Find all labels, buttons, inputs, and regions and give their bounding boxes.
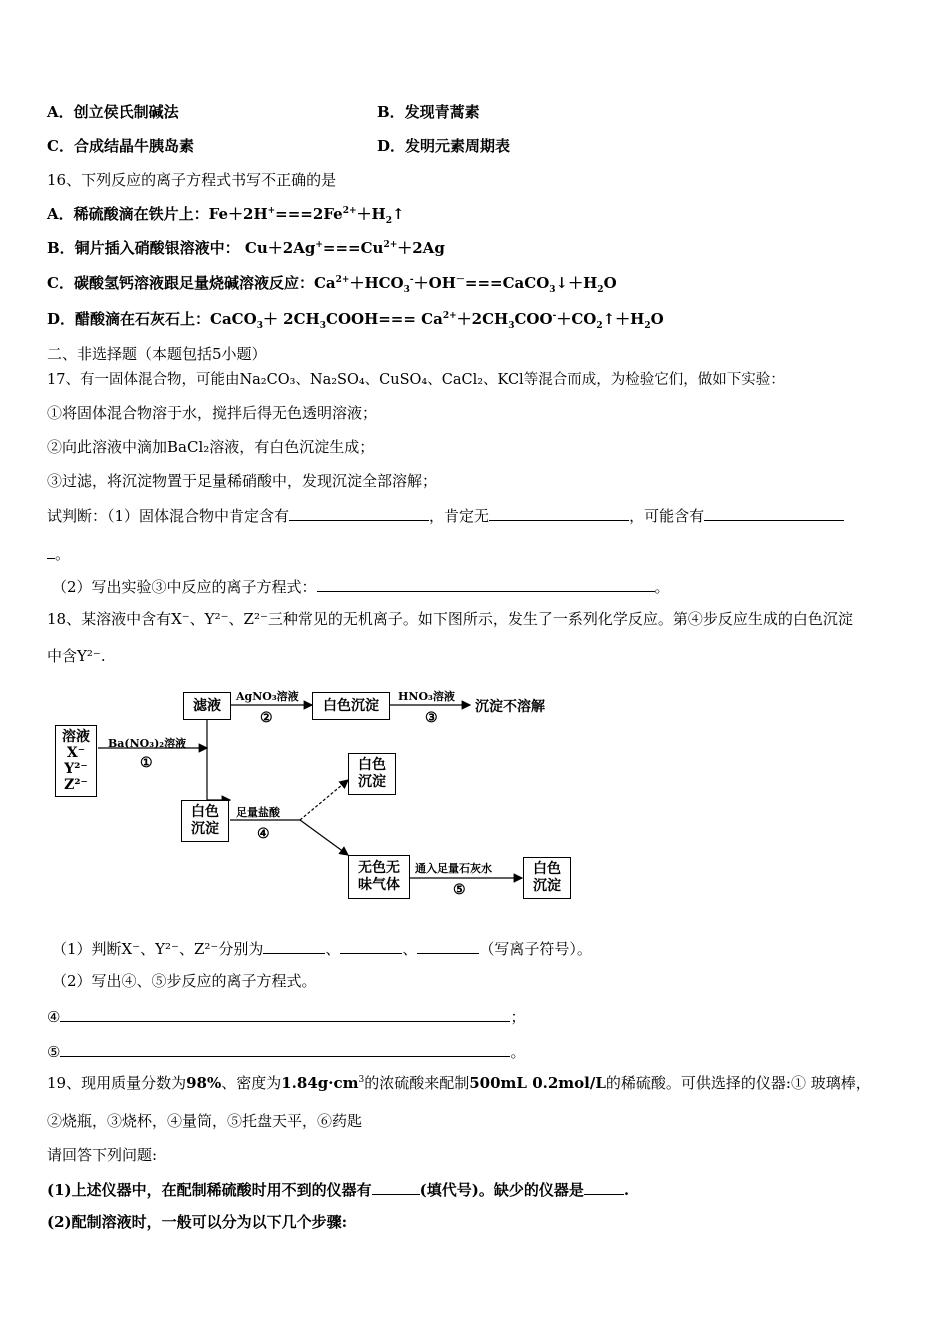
q15-option-b: B．发现青蒿素 bbox=[377, 103, 480, 121]
answer-blank[interactable] bbox=[263, 937, 325, 954]
label-hcl: 足量盐酸 bbox=[236, 806, 280, 819]
answer-blank[interactable] bbox=[317, 575, 655, 592]
q16-option-b: B．铜片插入硝酸银溶液中： $Cu+2Ag^+===Cu^{2+}+2Ag$ bbox=[47, 239, 445, 257]
q16-stem: 16、下列反应的离子方程式书写不正确的是 bbox=[47, 171, 337, 189]
box-white-ppt-3 bbox=[348, 753, 396, 795]
label-ag-nitrate: AgNO₃溶液 bbox=[236, 690, 299, 703]
arrow-step4-down bbox=[300, 820, 348, 855]
gas-line2: 味气体 bbox=[358, 877, 400, 893]
q17-step1: ①将固体混合物溶于水，搅拌后得无色透明溶液； bbox=[47, 404, 378, 422]
q17-judge: 试判断：（1）固体混合物中肯定含有 ，肯定无 ，可能含有 bbox=[47, 504, 844, 526]
ppt-2-line2: 沉淀 bbox=[191, 821, 219, 837]
step-3-marker: ③ bbox=[425, 710, 438, 726]
q15-option-d: D．发明元素周期表 bbox=[377, 137, 511, 155]
q17-judge-end: 。 bbox=[47, 542, 70, 564]
label-ba-nitrate: Ba(NO₃)₂溶液 bbox=[108, 737, 187, 750]
q18-q2-step4: ④ ； bbox=[47, 1005, 525, 1027]
ppt-3-line2: 沉淀 bbox=[358, 774, 386, 790]
q18-q2: （2）写出④、⑤步反应的离子方程式。 bbox=[52, 972, 317, 990]
q15-option-a: A．创立侯氏制碱法 bbox=[47, 103, 179, 121]
answer-blank[interactable] bbox=[289, 504, 429, 521]
gas-line1: 无色无 bbox=[358, 860, 400, 876]
arrow-step4-up bbox=[300, 780, 348, 820]
result-insoluble: 沉淀不溶解 bbox=[475, 699, 545, 715]
answer-blank[interactable] bbox=[60, 1005, 510, 1022]
box-gas bbox=[348, 855, 410, 899]
reaction-flow-diagram bbox=[50, 683, 590, 908]
step-4-marker: ④ bbox=[257, 826, 270, 842]
q16-option-c: C．碳酸氢钙溶液跟足量烧碱溶液反应：$Ca^{2+}+HCO_3^-+OH^-===CaCO_3↓+H_2O$ bbox=[47, 274, 617, 295]
q19-stem: 19、现用质量分数为98%、密度为$1.84g\cdot cm^3$的浓硫酸来配制500mL 0.2mol/L的稀硫酸。可供选择的仪器:① 玻璃棒， bbox=[47, 1074, 871, 1092]
q17-q2: （2）写出实验③中反应的离子方程式： 。 bbox=[52, 575, 670, 597]
q17-stem: 17、有一固体混合物，可能由Na₂CO₃、Na₂SO₄、CuSO₄、CaCl₂、KCl等混合而成，为检验它们，做如下实验： bbox=[47, 372, 785, 388]
answer-blank[interactable] bbox=[417, 937, 479, 954]
q16-option-a: A．稀硫酸滴在铁片上：$Fe+2H^+===2Fe^{2+}+H_2↑$ bbox=[47, 205, 405, 226]
section-heading: 二、非选择题（本题包括5小题） bbox=[47, 345, 267, 363]
q16-option-d: D．醋酸滴在石灰石上：CaCO$_3$＋ $2CH_3COOH===$ $Ca^{2+}+2CH_3COO^-+CO_2↑+H_2O$ bbox=[47, 310, 664, 331]
q15-option-c: C．合成结晶牛胰岛素 bbox=[47, 137, 194, 155]
box-filtrate: 滤液 bbox=[183, 692, 231, 720]
q18-stem-line2: 中含Y²⁻. bbox=[47, 647, 106, 665]
q17-step2: ②向此溶液中滴加BaCl₂溶液，有白色沉淀生成； bbox=[47, 438, 375, 456]
label-nitric-acid: HNO₃溶液 bbox=[398, 690, 455, 703]
solution-title: 溶液 bbox=[62, 729, 90, 745]
q18-q1: （1）判断X⁻、Y²⁻、Z²⁻分别为 、 、 （写离子符号）。 bbox=[52, 937, 592, 959]
answer-blank[interactable] bbox=[584, 1178, 624, 1195]
ion-z: Z²⁻ bbox=[64, 777, 88, 793]
q18-q2-step5: ⑤ 。 bbox=[47, 1040, 525, 1062]
q19-prompt: 请回答下列问题: bbox=[47, 1146, 158, 1164]
answer-blank[interactable] bbox=[340, 937, 402, 954]
q19-q2: (2)配制溶液时，一般可以分为以下几个步骤: bbox=[47, 1213, 348, 1231]
answer-blank[interactable] bbox=[704, 504, 844, 521]
step-5-marker: ⑤ bbox=[453, 882, 466, 898]
ppt-4-line1: 白色 bbox=[533, 861, 561, 877]
ppt-2-line1: 白色 bbox=[191, 804, 219, 820]
answer-blank[interactable] bbox=[372, 1178, 420, 1195]
answer-blank[interactable] bbox=[60, 1040, 510, 1057]
q17-step3: ③过滤，将沉淀物置于足量稀硝酸中，发现沉淀全部溶解； bbox=[47, 472, 438, 490]
box-solution bbox=[55, 725, 97, 797]
answer-blank[interactable] bbox=[47, 542, 55, 559]
label-limewater: 通入足量石灰水 bbox=[415, 862, 492, 875]
q19-line2: ②烧瓶，③烧杯，④量筒，⑤托盘天平，⑥药匙 bbox=[47, 1112, 363, 1130]
q18-stem-line1: 18、某溶液中含有X⁻、Y²⁻、Z²⁻三种常见的无机离子。如下图所示，发生了一系列化学反应。第④步反应生成的白色沉淀 bbox=[47, 610, 853, 628]
step-1-marker: ① bbox=[140, 755, 153, 771]
box-white-ppt-1: 白色沉淀 bbox=[312, 692, 390, 720]
answer-blank[interactable] bbox=[489, 504, 629, 521]
ppt-3-line1: 白色 bbox=[358, 757, 386, 773]
q19-q1: (1)上述仪器中，在配制稀硫酸时用不到的仪器有 (填代号)。缺少的仪器是 . bbox=[47, 1178, 629, 1200]
ppt-4-line2: 沉淀 bbox=[533, 878, 561, 894]
ion-y: Y²⁻ bbox=[64, 761, 88, 777]
ion-x: X⁻ bbox=[66, 745, 86, 761]
step-2-marker: ② bbox=[260, 710, 273, 726]
box-white-ppt-2 bbox=[181, 800, 229, 842]
box-white-ppt-4 bbox=[523, 857, 571, 899]
